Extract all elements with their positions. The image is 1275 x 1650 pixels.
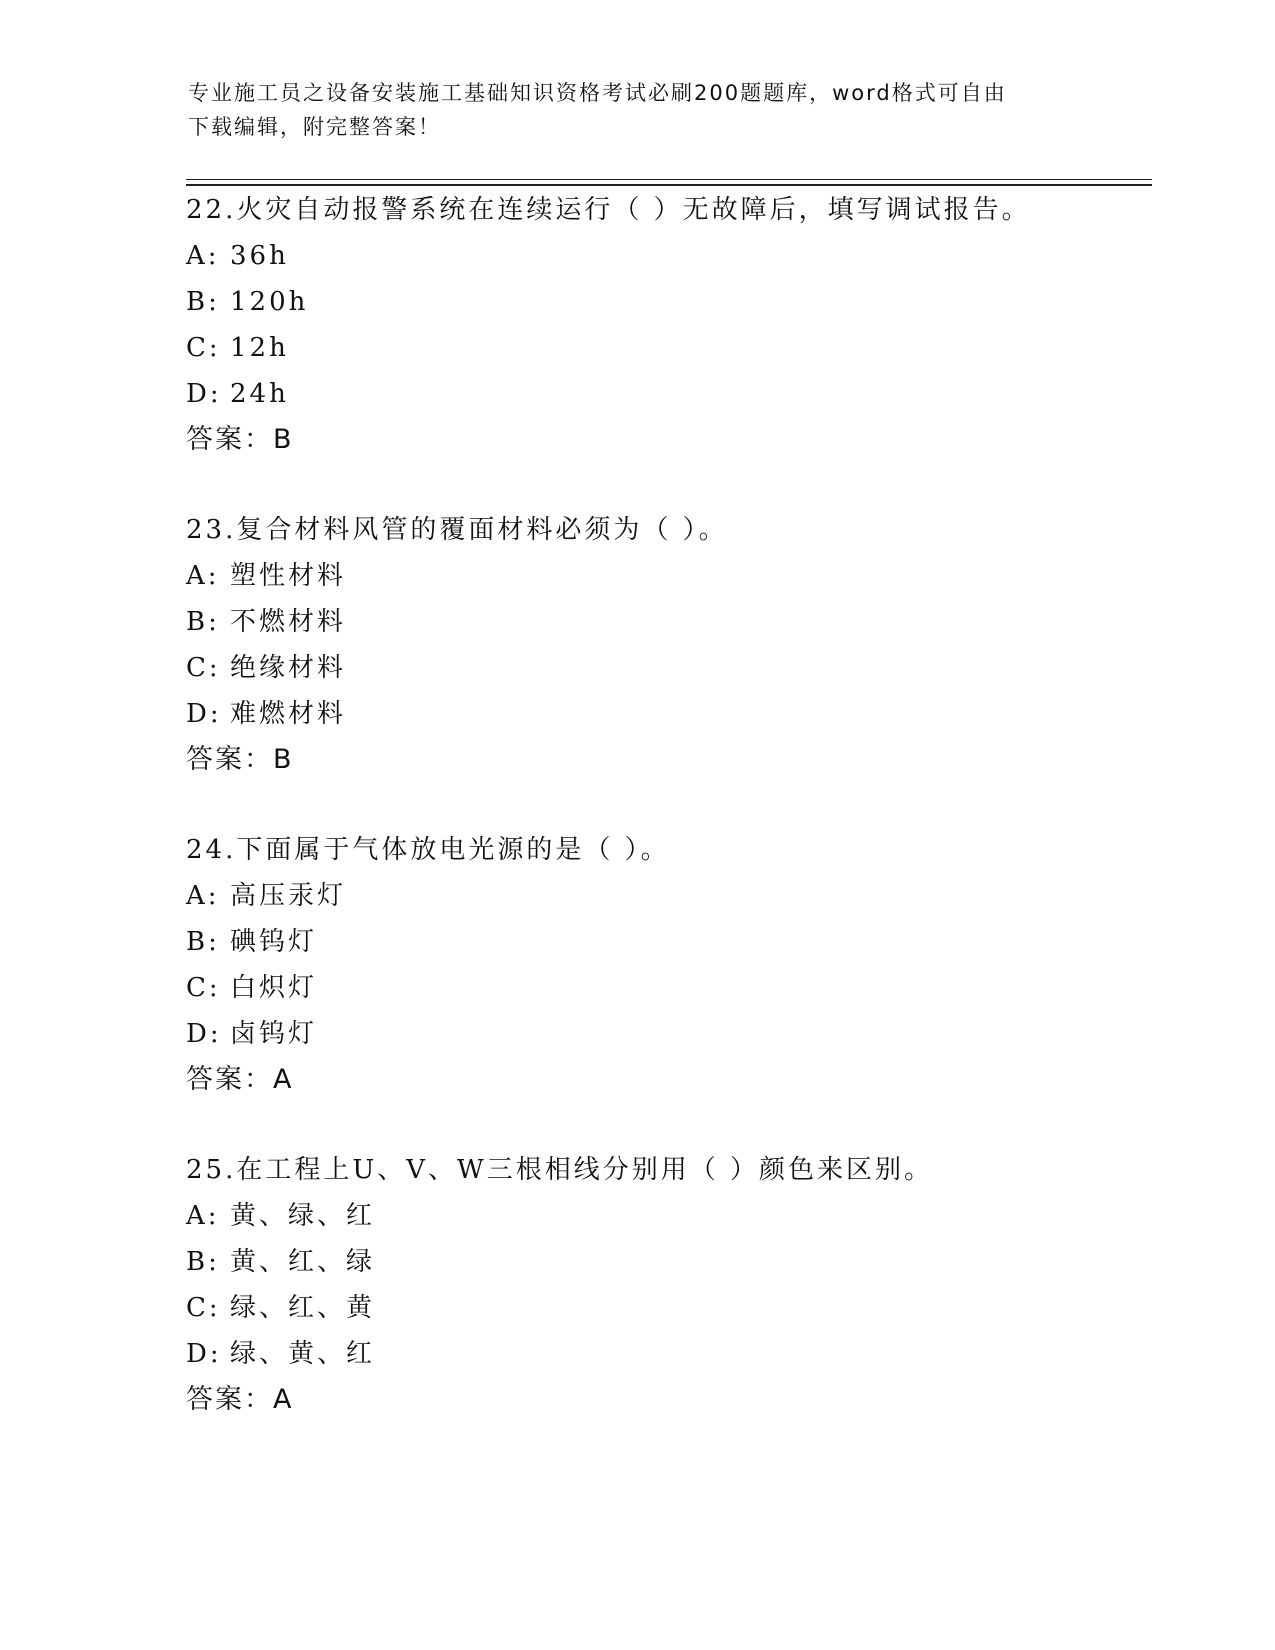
option-letter: A:: [186, 561, 220, 591]
option-text: 36h: [230, 241, 289, 271]
option-d: [186, 371, 1146, 417]
option-letter: B:: [186, 927, 220, 957]
option-text: 不燃材料: [230, 607, 347, 637]
question-25: [186, 1147, 1146, 1423]
option-c: [186, 645, 1146, 691]
option-c: [186, 1285, 1146, 1331]
header-divider-thin: [186, 179, 1152, 180]
option-letter: D:: [186, 1339, 222, 1369]
option-letter: C:: [186, 653, 221, 683]
option-text: 碘钨灯: [230, 927, 318, 957]
option-text: 绿、黄、红: [230, 1339, 376, 1369]
option-text: 绿、红、黄: [230, 1293, 376, 1323]
option-letter: B:: [186, 607, 220, 637]
answer: 答案：B: [186, 424, 294, 455]
option-letter: D:: [186, 1019, 222, 1049]
option-text: 难燃材料: [230, 699, 347, 729]
option-text: 塑性材料: [230, 561, 347, 591]
option-letter: A:: [186, 1201, 220, 1231]
option-d: [186, 1011, 1146, 1057]
option-b: [186, 279, 1146, 325]
option-letter: B:: [186, 287, 220, 317]
option-text: 黄、红、绿: [230, 1247, 376, 1277]
option-letter: A:: [186, 881, 220, 911]
question-22: [186, 187, 1146, 463]
header-line-1: 专业施工员之设备安装施工基础知识资格考试必刷200题题库，word格式可自由: [188, 81, 1007, 105]
question-stem: 24.下面属于气体放电光源的是（ ）。: [186, 835, 670, 865]
question-stem: 22.火灾自动报警系统在连续运行（ ）无故障后，填写调试报告。: [186, 195, 1031, 225]
option-a: [186, 873, 1146, 919]
option-letter: C:: [186, 333, 221, 363]
option-text: 黄、绿、红: [230, 1201, 376, 1231]
option-a: [186, 553, 1146, 599]
option-c: [186, 325, 1146, 371]
answer: 答案：A: [186, 1064, 294, 1095]
option-letter: B:: [186, 1247, 220, 1277]
option-text: 白炽灯: [230, 973, 318, 1003]
option-text: 绝缘材料: [230, 653, 347, 683]
question-24: [186, 827, 1146, 1103]
answer: 答案：A: [186, 1384, 294, 1415]
question-stem: 25.在工程上U、V、W三根相线分别用（ ）颜色来区别。: [186, 1155, 934, 1185]
option-letter: D:: [186, 699, 222, 729]
header-line-2: 下载编辑，附完整答案！: [188, 115, 441, 139]
question-stem: 23.复合材料风管的覆面材料必须为（ ）。: [186, 515, 728, 545]
option-letter: C:: [186, 1293, 221, 1323]
option-text: 12h: [230, 333, 289, 363]
answer: 答案：B: [186, 744, 294, 775]
option-letter: A:: [186, 241, 220, 271]
option-text: 24h: [230, 379, 289, 409]
option-b: [186, 1239, 1146, 1285]
option-text: 卤钨灯: [230, 1019, 318, 1049]
question-23: [186, 507, 1146, 783]
option-letter: D:: [186, 379, 222, 409]
option-b: [186, 599, 1146, 645]
option-a: [186, 233, 1146, 279]
document-header: [188, 76, 1088, 144]
option-letter: C:: [186, 973, 221, 1003]
option-d: [186, 691, 1146, 737]
option-c: [186, 965, 1146, 1011]
option-b: [186, 919, 1146, 965]
option-a: [186, 1193, 1146, 1239]
option-text: 120h: [230, 287, 309, 317]
header-divider-thick: [186, 184, 1152, 186]
option-d: [186, 1331, 1146, 1377]
option-text: 高压汞灯: [230, 881, 347, 911]
